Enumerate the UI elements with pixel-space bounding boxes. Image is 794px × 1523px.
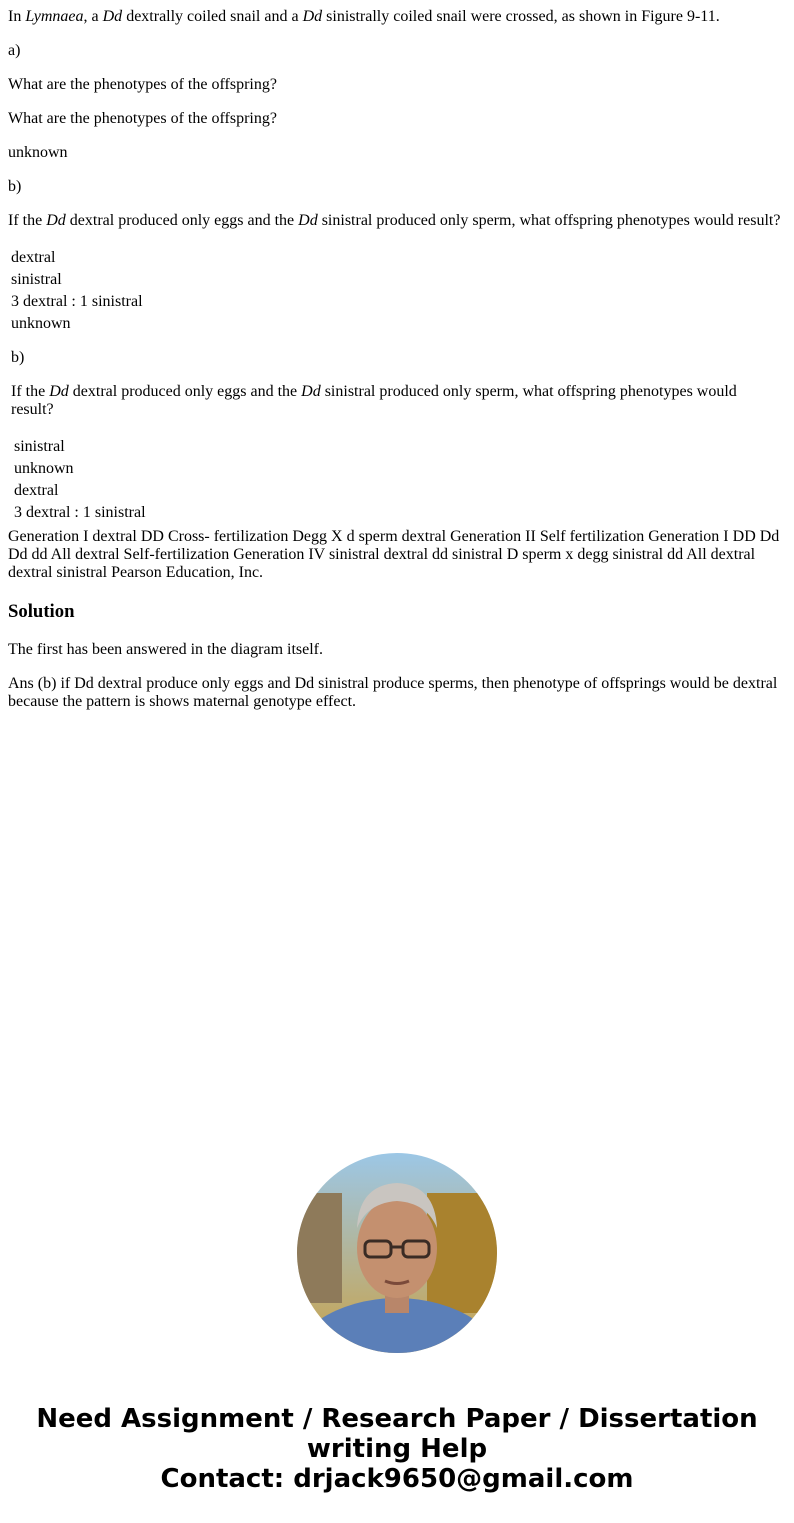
- promo-contact[interactable]: Contact: drjack9650@gmail.com: [160, 1464, 634, 1494]
- promo-line-1: Need Assignment / Research Paper / Dissertation: [36, 1404, 758, 1434]
- part-b-label-repeat: b): [11, 349, 25, 366]
- b-text: dextral produced only eggs and the: [68, 383, 302, 400]
- b-genotype: Dd: [301, 383, 321, 400]
- intro-text: dextrally coiled snail and a: [122, 8, 303, 25]
- part-b-question-repeat: [11, 383, 754, 419]
- intro-text: , a: [83, 8, 103, 25]
- part-a-label: a): [8, 42, 21, 59]
- avatar-portrait: [297, 1153, 497, 1353]
- intro-text: In: [8, 8, 26, 25]
- option-3[interactable]: 3 dextral : 1 sinistral: [11, 293, 143, 310]
- b-text: If the: [8, 212, 47, 229]
- option-2-repeat[interactable]: unknown: [14, 460, 74, 477]
- b-text: sinistral produced only sperm, what offspring phenotypes would result?: [317, 212, 781, 229]
- b-genotype: Dd: [298, 212, 318, 229]
- option-4-repeat[interactable]: 3 dextral : 1 sinistral: [14, 504, 146, 521]
- solution-heading: Solution: [8, 601, 75, 622]
- option-3-repeat[interactable]: dextral: [14, 482, 59, 499]
- option-4[interactable]: unknown: [11, 315, 71, 332]
- option-1-repeat[interactable]: sinistral: [14, 438, 65, 455]
- b-genotype: Dd: [49, 383, 69, 400]
- intro-genotype: Dd: [102, 8, 123, 25]
- part-a-question: What are the phenotypes of the offspring?: [8, 76, 277, 93]
- question-intro: [8, 8, 784, 26]
- promo-line-2: writing Help: [306, 1434, 488, 1464]
- option-1[interactable]: dextral: [11, 249, 56, 266]
- b-text: If the: [11, 383, 50, 400]
- part-b-question: [8, 212, 784, 230]
- figure-caption-text: Generation I dextral DD Cross- fertilization Degg X d sperm dextral Generation II Self fertilization Generation I DD Dd Dd dd All dextral Self-fertilization Generation IV sinistral dextral dd sinistral D sperm x degg sinistral dd All dextral dextral sinistral Pearson Education, Inc.: [8, 528, 780, 581]
- intro-species: Lymnaea: [25, 8, 84, 25]
- solution-line-1: The first has been answered in the diagram itself.: [8, 641, 323, 658]
- b-text: sinistral produced only sperm, what offspring phenotypes would result?: [11, 383, 737, 418]
- avatar: [297, 1153, 497, 1353]
- b-genotype: Dd: [46, 212, 66, 229]
- part-a-question-repeat: What are the phenotypes of the offspring?: [8, 110, 277, 127]
- part-a-answer: unknown: [8, 144, 68, 161]
- b-text: dextral produced only eggs and the: [65, 212, 299, 229]
- intro-text: sinistrally coiled snail were crossed, as shown in Figure 9-11.: [322, 8, 720, 25]
- promo-banner: [0, 1404, 794, 1494]
- solution-line-2: Ans (b) if Dd dextral produce only eggs and Dd sinistral produce sperms, then phenotype of offsprings would be dextral because the pattern is shows maternal genotype effect.: [8, 675, 778, 710]
- part-b-label: b): [8, 178, 22, 195]
- intro-genotype: Dd: [302, 8, 323, 25]
- option-2[interactable]: sinistral: [11, 271, 62, 288]
